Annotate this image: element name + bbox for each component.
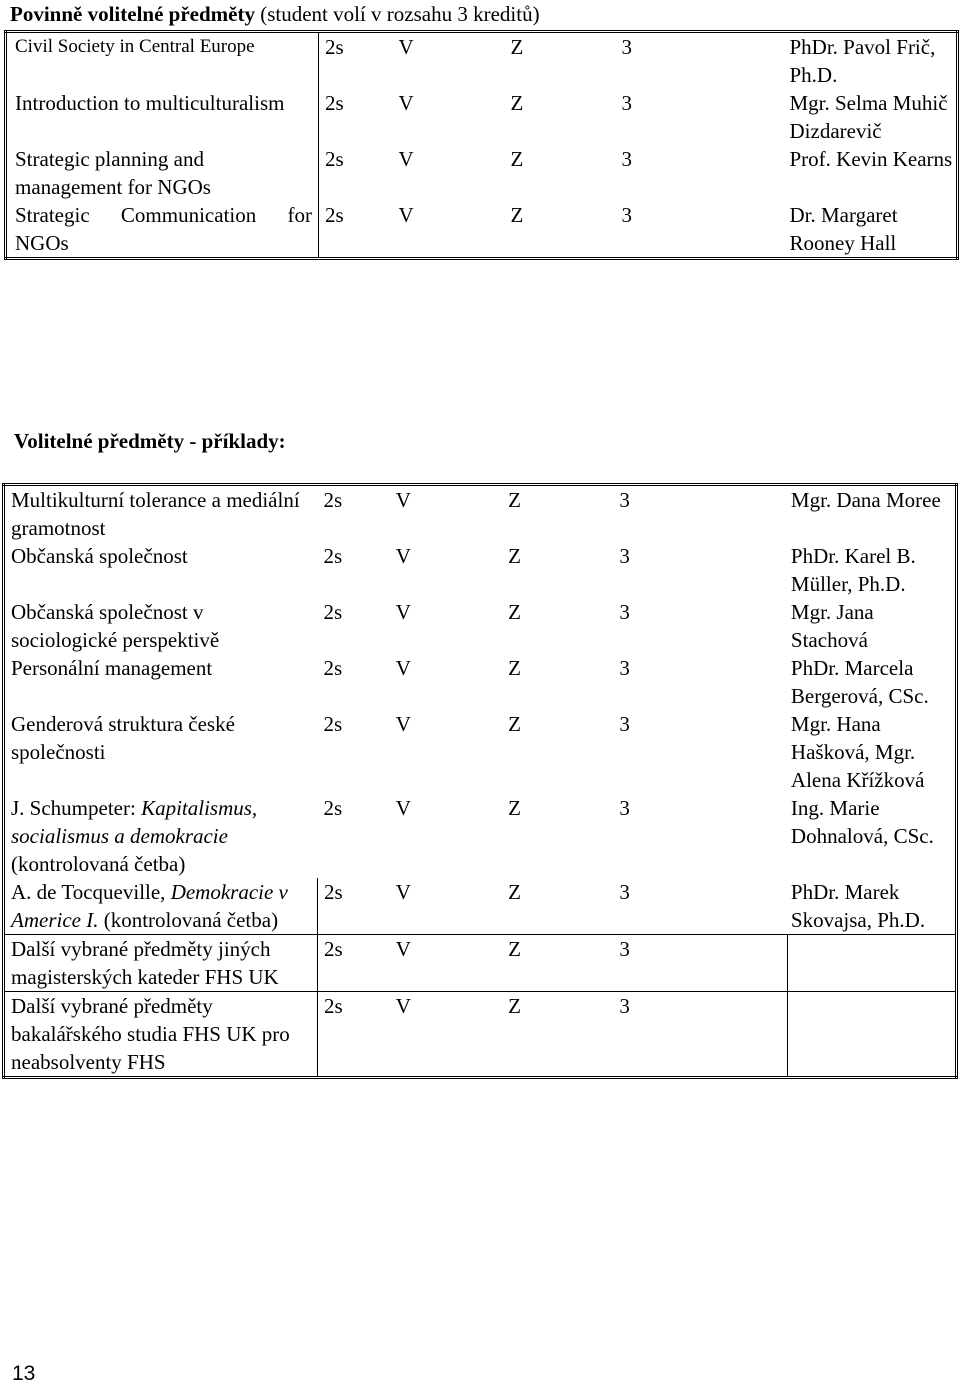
credits: 2s xyxy=(323,796,343,820)
course-name: Strategic Communication for NGOs xyxy=(6,201,319,259)
course-type: V xyxy=(395,600,411,624)
points: 3 xyxy=(621,147,632,171)
exam-type: Z xyxy=(508,796,521,820)
course-name xyxy=(4,878,318,935)
course-type: V xyxy=(398,35,414,59)
course-type: V xyxy=(396,935,508,992)
credits: 2s xyxy=(325,35,344,59)
exam-type: Z xyxy=(508,600,521,624)
exam-type: Z xyxy=(510,35,524,59)
course-name: Genderová struktura české společnosti xyxy=(11,712,235,764)
credits: 2s xyxy=(323,488,343,512)
course-type: V xyxy=(395,656,411,680)
points: 3 xyxy=(619,880,630,904)
credits: 2s xyxy=(325,203,344,227)
course-name xyxy=(4,794,318,878)
course-name: Multikulturní tolerance a mediální gramotnost xyxy=(11,488,300,540)
course-type: V xyxy=(395,488,411,512)
section-title-mandatory-electives xyxy=(10,2,540,26)
table-row xyxy=(4,710,957,794)
credits: 2s xyxy=(323,544,343,568)
course-type: V xyxy=(398,203,414,227)
section-title-note: (student volí v rozsahu 3 kreditů) xyxy=(254,2,540,26)
course-author: J. Schumpeter: xyxy=(11,796,142,820)
instructor: Prof. Kevin Kearns xyxy=(789,147,953,171)
course-type: V xyxy=(395,796,411,820)
instructor: PhDr. Marek Skovajsa, Ph.D. xyxy=(790,880,926,932)
instructor xyxy=(788,992,957,1078)
table-row xyxy=(4,654,957,710)
credits: 2s xyxy=(323,712,343,736)
mandatory-electives-table xyxy=(4,30,959,260)
instructor: Dr. Margaret Rooney Hall xyxy=(789,203,898,255)
course-name: Občanská společnost v sociologické perspektivě xyxy=(11,600,220,652)
exam-type: Z xyxy=(510,91,524,115)
course-name: Občanská společnost xyxy=(11,544,188,568)
course-name: Další vybrané předměty jiných magisterských kateder FHS UK xyxy=(4,935,318,992)
credits: 2s xyxy=(325,91,344,115)
course-type: V xyxy=(398,147,414,171)
points: 3 xyxy=(619,935,788,992)
instructor: Ing. Marie Dohnalová, CSc. xyxy=(790,796,934,848)
course-type: V xyxy=(396,992,508,1078)
exam-type: Z xyxy=(508,656,521,680)
course-name: Introduction to multiculturalism xyxy=(6,89,319,145)
points: 3 xyxy=(619,992,788,1078)
course-name: Personální management xyxy=(11,656,213,680)
section-title-bold: Povinně volitelné předměty xyxy=(10,2,255,26)
exam-type: Z xyxy=(508,880,521,904)
course-author: A. de Tocqueville, xyxy=(11,880,171,904)
page-number: 13 xyxy=(12,1362,36,1385)
table-row xyxy=(4,485,957,543)
points: 3 xyxy=(619,712,630,736)
table-row xyxy=(4,878,957,935)
credits: 2s xyxy=(317,992,395,1078)
exam-type: Z xyxy=(508,935,619,992)
instructor xyxy=(788,935,957,992)
exam-type: Z xyxy=(508,712,521,736)
course-type: V xyxy=(395,544,411,568)
table-row xyxy=(6,145,958,201)
exam-type: Z xyxy=(510,203,524,227)
course-note: (kontrolovaná četba) xyxy=(98,908,279,932)
credits: 2s xyxy=(323,600,343,624)
exam-type: Z xyxy=(508,992,619,1078)
exam-type: Z xyxy=(510,147,524,171)
course-name: Strategic planning and management for NGOs xyxy=(6,145,319,201)
course-book-title: Demokracie v Americe I. xyxy=(11,880,288,932)
course-type: V xyxy=(395,712,411,736)
instructor: PhDr. Pavol Frič, Ph.D. xyxy=(789,35,936,87)
credits: 2s xyxy=(323,880,343,904)
points: 3 xyxy=(621,91,632,115)
exam-type: Z xyxy=(508,488,521,512)
credits: 2s xyxy=(325,147,344,171)
course-book-title: Kapitalismus, socialismus a demokracie xyxy=(11,796,258,848)
section-title-electives-examples: Volitelné předměty - příklady: xyxy=(14,429,286,453)
points: 3 xyxy=(619,656,630,680)
instructor: Mgr. Dana Moree xyxy=(790,488,941,512)
table-row xyxy=(4,992,957,1078)
exam-type: Z xyxy=(508,544,521,568)
course-name: Další vybrané předměty bakalářského studia FHS UK pro neabsolventy FHS xyxy=(4,992,318,1078)
credits: 2s xyxy=(317,935,395,992)
electives-examples-table xyxy=(2,483,958,1079)
table-row xyxy=(4,542,957,598)
credits: 2s xyxy=(323,656,343,680)
table-row xyxy=(6,32,958,90)
instructor: PhDr. Karel B. Müller, Ph.D. xyxy=(790,544,916,596)
table-row xyxy=(6,201,958,259)
course-name: Civil Society in Central Europe xyxy=(6,32,319,90)
instructor: PhDr. Marcela Bergerová, CSc. xyxy=(790,656,929,708)
points: 3 xyxy=(619,796,630,820)
course-type: V xyxy=(398,91,414,115)
points: 3 xyxy=(621,35,632,59)
course-type: V xyxy=(395,880,411,904)
points: 3 xyxy=(619,600,630,624)
instructor: Mgr. Hana Hašková, Mgr. Alena Křížková xyxy=(790,712,925,792)
course-note: (kontrolovaná četba) xyxy=(11,852,186,876)
points: 3 xyxy=(619,544,630,568)
instructor: Mgr. Selma Muhič Dizdarevič xyxy=(789,91,948,143)
table-row xyxy=(4,794,957,878)
instructor: Mgr. Jana Stachová xyxy=(790,600,874,652)
table-row xyxy=(6,89,958,145)
table-row xyxy=(4,598,957,654)
table-row xyxy=(4,935,957,992)
points: 3 xyxy=(621,203,632,227)
points: 3 xyxy=(619,488,630,512)
